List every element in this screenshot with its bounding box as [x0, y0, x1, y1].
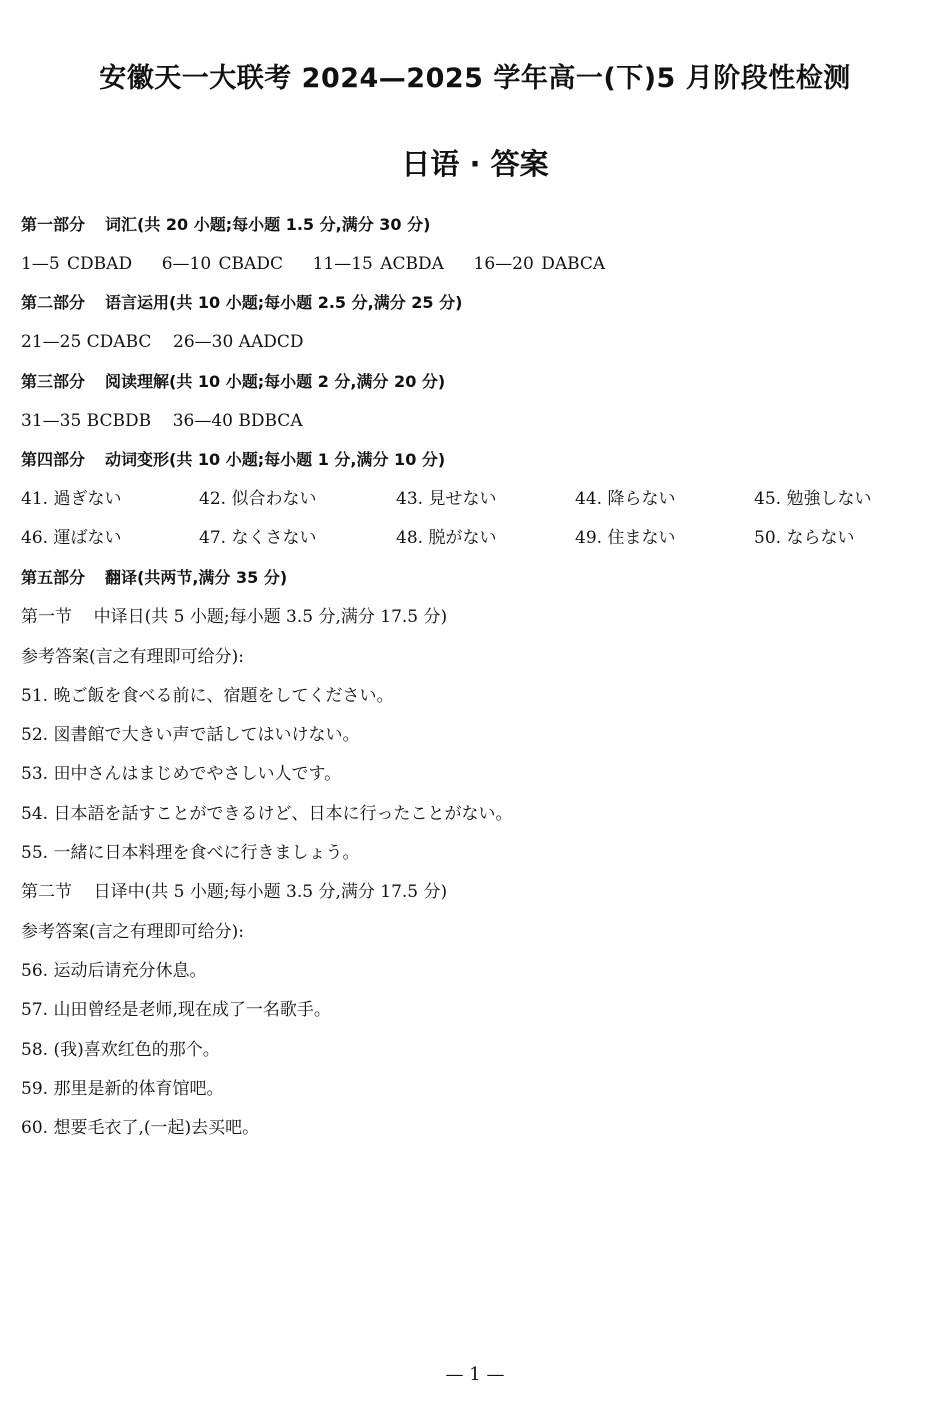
verb-answer: 46. 運ばない — [21, 528, 122, 548]
verb-answer: 45. 勉強しない — [754, 489, 872, 509]
part2-heading — [21, 291, 462, 315]
translation-answer: 59. 那里是新的体育馆吧。 — [21, 1079, 224, 1099]
part1-heading-desc: 词汇(共 20 小题;每小题 1.5 分,满分 30 分) — [105, 215, 431, 234]
part1-heading-num: 第一部分 — [21, 215, 86, 234]
part1-heading — [21, 213, 430, 237]
translation-answer: 60. 想要毛衣了,(一起)去买吧。 — [21, 1118, 260, 1138]
verb-answer: 42. 似合わない — [199, 489, 317, 509]
translation-answer: 52. 図書館で大きい声で話してはいけない。 — [21, 725, 360, 745]
part4-heading-desc: 动词变形(共 10 小题;每小题 1 分,满分 10 分) — [105, 450, 446, 469]
page-number: — 1 — — [445, 1364, 505, 1385]
section2-note: 参考答案(言之有理即可给分): — [21, 922, 244, 942]
subject-title: 日语 · 答案 — [401, 147, 549, 181]
verb-answer: 47. なくさない — [199, 528, 317, 548]
verb-answer: 41. 過ぎない — [21, 489, 122, 509]
translation-answer: 54. 日本語を話すことができるけど、日本に行ったことがない。 — [21, 804, 513, 824]
part3-heading — [21, 370, 445, 394]
translation-answer: 57. 山田曾经是老师,现在成了一名歌手。 — [21, 1000, 331, 1020]
part5-heading — [21, 566, 287, 590]
translation-answer: 53. 田中さんはまじめでやさしい人です。 — [21, 764, 342, 784]
verb-answer: 43. 見せない — [396, 489, 497, 509]
verb-answer: 44. 降らない — [575, 489, 676, 509]
part4-heading-num: 第四部分 — [21, 450, 86, 469]
part1-answers: 1—5 CDBAD 6—10 CBADC 11—15 ACBDA 16—20 DABCA — [21, 254, 606, 274]
section1-heading: 第一节 中译日(共 5 小题;每小题 3.5 分,满分 17.5 分) — [21, 607, 448, 627]
verb-answer: 50. ならない — [754, 528, 855, 548]
translation-answer: 56. 运动后请充分休息。 — [21, 961, 207, 981]
part2-answers: 21—25 CDABC 26—30 AADCD — [21, 332, 304, 352]
section2-heading: 第二节 日译中(共 5 小题;每小题 3.5 分,满分 17.5 分) — [21, 882, 448, 902]
verb-answer: 49. 住まない — [575, 528, 676, 548]
part2-heading-num: 第二部分 — [21, 293, 86, 312]
translation-answer: 55. 一緒に日本料理を食べに行きましょう。 — [21, 843, 360, 863]
translation-answer: 58. (我)喜欢红色的那个。 — [21, 1040, 220, 1060]
document-title: 安徽天一大联考 2024—2025 学年高一(下)5 月阶段性检测 — [99, 63, 851, 94]
part3-heading-num: 第三部分 — [21, 372, 86, 391]
part5-heading-num: 第五部分 — [21, 568, 86, 587]
part5-heading-desc: 翻译(共两节,满分 35 分) — [105, 568, 288, 587]
section1-note: 参考答案(言之有理即可给分): — [21, 647, 244, 667]
verb-answer: 48. 脱がない — [396, 528, 497, 548]
part3-heading-desc: 阅读理解(共 10 小题;每小题 2 分,满分 20 分) — [105, 372, 446, 391]
part4-heading — [21, 448, 445, 472]
translation-answer: 51. 晩ご飯を食べる前に、宿題をしてください。 — [21, 686, 394, 706]
part2-heading-desc: 语言运用(共 10 小题;每小题 2.5 分,满分 25 分) — [105, 293, 463, 312]
part3-answers: 31—35 BCBDB 36—40 BDBCA — [21, 411, 303, 431]
